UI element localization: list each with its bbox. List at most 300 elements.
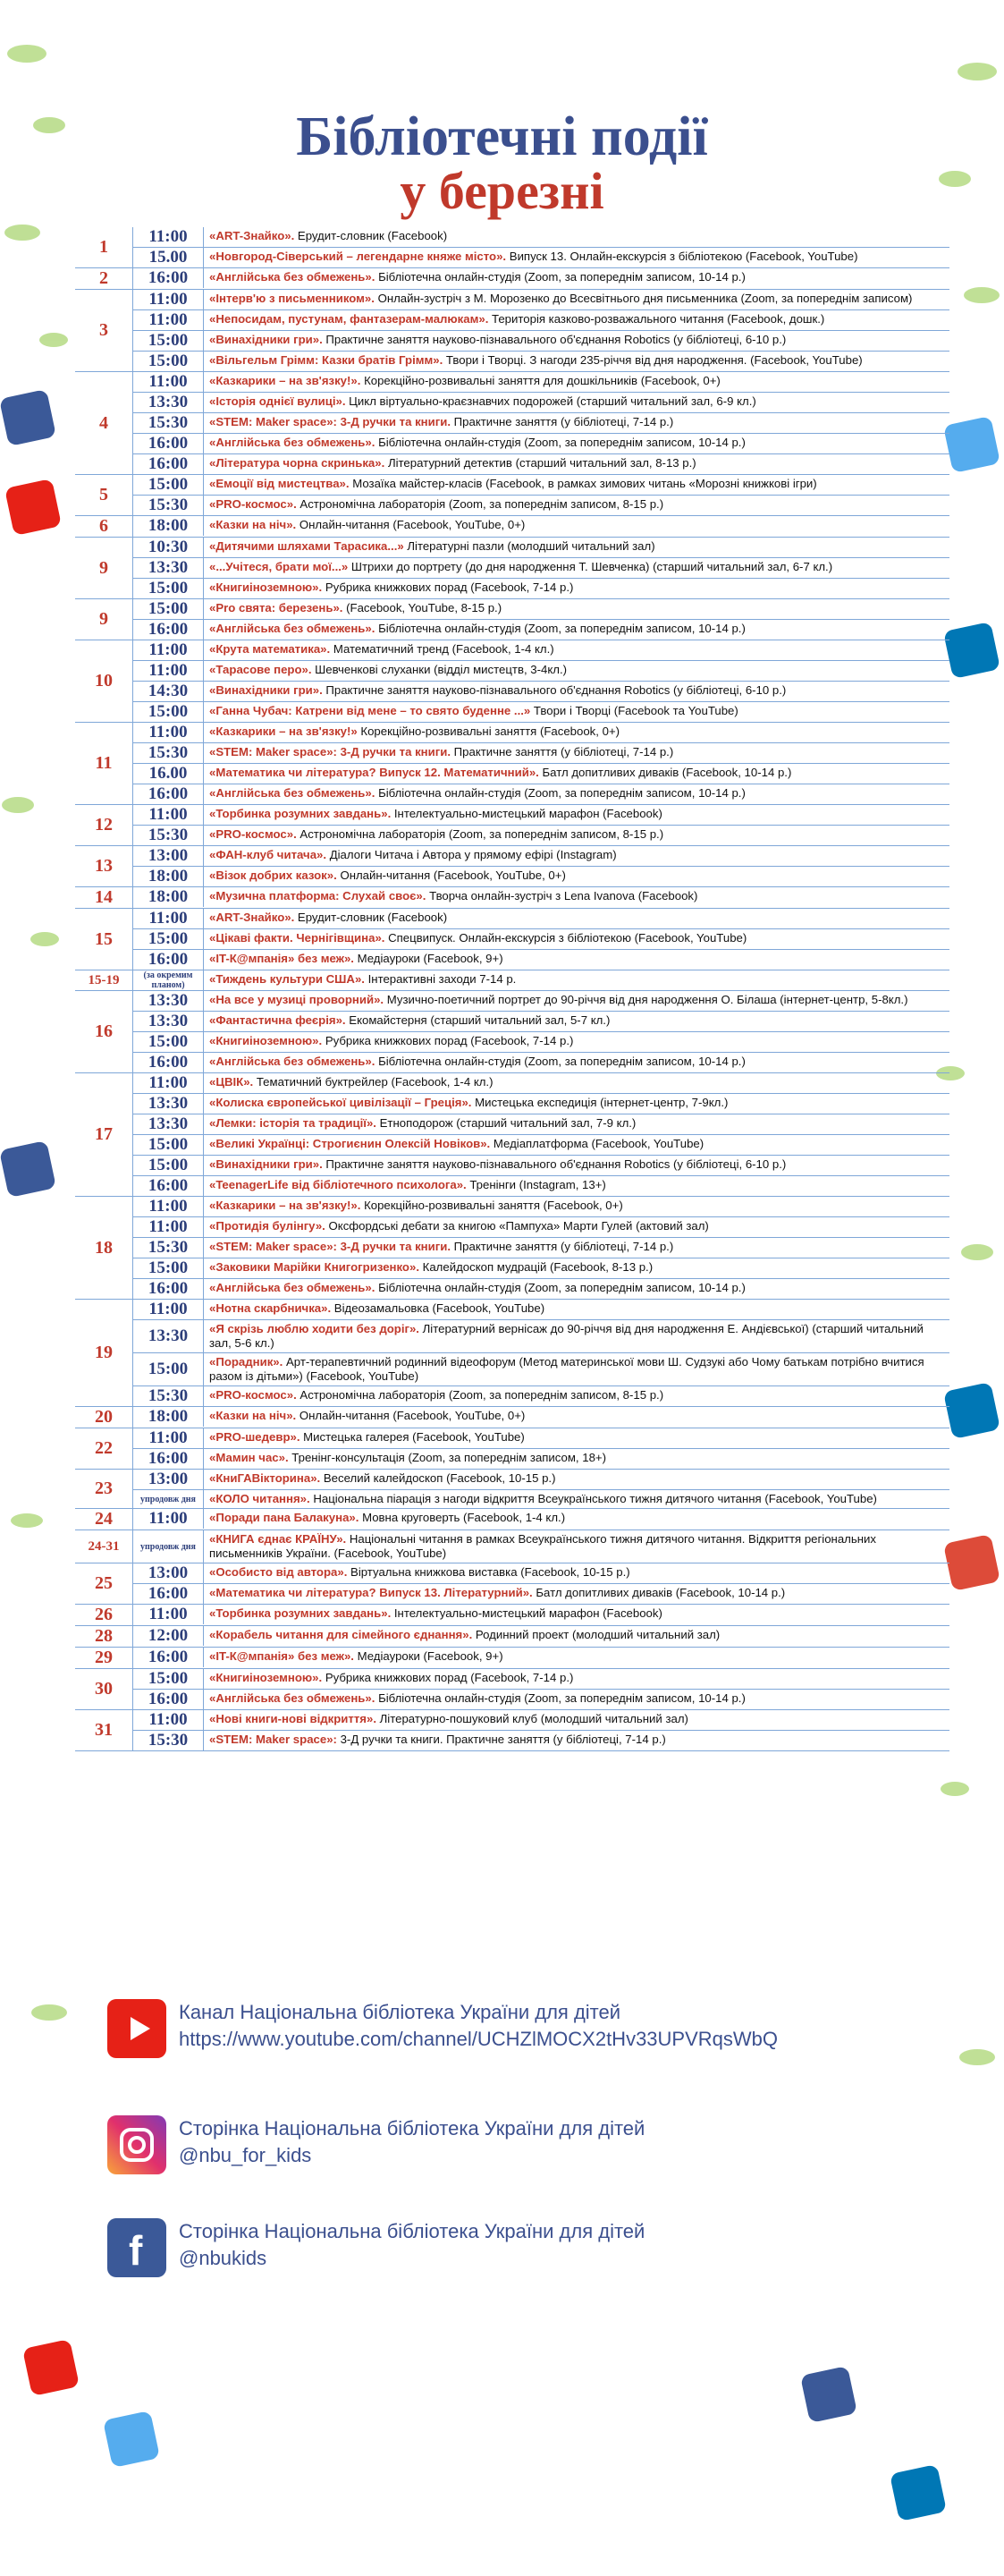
- day-number: 2: [75, 268, 133, 289]
- event-details: Національна піарація з нагоди відкриття Всеукраїнського тижня дитячого читання (Facebook, YouTube): [309, 1492, 877, 1505]
- event-description: [204, 764, 949, 784]
- event-details: Медіауроки (Facebook, 9+): [353, 1649, 503, 1663]
- event-slot: [133, 1449, 949, 1469]
- decor-social-icon: [890, 2464, 947, 2521]
- event-description: [204, 1135, 949, 1155]
- event-details: Калейдоскоп мудрацій (Facebook, 8-13 р.): [419, 1260, 654, 1274]
- event-details: Літературні пазли (молодший читальний зал): [403, 539, 655, 553]
- event-details: (Facebook, YouTube, 8-15 р.): [342, 601, 502, 614]
- event-slot: [133, 1490, 949, 1508]
- event-title: «Англійська без обмежень».: [209, 622, 375, 635]
- event-description: [204, 393, 949, 412]
- event-description: [204, 1094, 949, 1114]
- schedule-day-row: [75, 723, 949, 805]
- event-title: «...Учітеся, брати мої...»: [209, 560, 349, 573]
- decor-social-icon: [943, 622, 1000, 679]
- event-title: «Візок добрих казок».: [209, 869, 337, 882]
- event-details: Літературно-пошуковий клуб (молодший читальний зал): [375, 1712, 688, 1725]
- event-description: [204, 268, 949, 288]
- event-description: [204, 1156, 949, 1175]
- event-title: «Порадник».: [209, 1355, 283, 1368]
- event-description: [204, 496, 949, 515]
- event-details: Національні читання в рамках Всеукраїнського тижня дитячого читання. Відкриття регіональних письменників України. (Facebook, YouTube): [209, 1532, 876, 1560]
- schedule-day-row: [75, 475, 949, 516]
- event-details: Штрихи до портрету (до дня народження Т. Шевченка) (старший читальний зал, 6-7 кл.): [348, 560, 833, 573]
- event-title: «Англійська без обмежень».: [209, 1691, 375, 1705]
- event-time: 15:30: [133, 413, 204, 433]
- event-title: «Ганна Чубач: Катрени від мене – то свято буденне ...»: [209, 704, 531, 717]
- event-time: 13:30: [133, 558, 204, 578]
- event-details: Літературний вернісаж до 90-річчя від дня народження Е. Андієвської) (старший читальний зал, 5-6 кл.): [209, 1322, 924, 1350]
- schedule-day-row: [75, 1648, 949, 1669]
- event-description: [204, 1300, 949, 1319]
- decor-social-icon: [4, 479, 62, 536]
- event-description: [204, 620, 949, 640]
- events-schedule: [75, 227, 949, 1751]
- schedule-day-row: [75, 887, 949, 909]
- event-slot: [133, 1114, 949, 1135]
- event-details: Мистецька експедиція (інтернет-центр, 7-9кл.): [471, 1096, 729, 1109]
- event-slot: [133, 826, 949, 845]
- day-number: 20: [75, 1407, 133, 1428]
- event-details: Онлайн-читання (Facebook, YouTube, 0+): [296, 518, 526, 531]
- event-time: 11:00: [133, 1428, 204, 1448]
- event-slot: [133, 227, 949, 248]
- event-title: «Цікаві факти. Чернігівщина».: [209, 931, 385, 945]
- event-title: «Непосидам, пустунам, фантазерам-малюкам».: [209, 312, 489, 326]
- instagram-handle[interactable]: @nbu_for_kids: [179, 2144, 312, 2166]
- day-number: 15: [75, 909, 133, 970]
- event-time: 16:00: [133, 1176, 204, 1196]
- event-details: Відеозамальовка (Facebook, YouTube): [331, 1301, 545, 1315]
- event-details: 3-Д ручки та книги. Практичне заняття (у бібліотеці, 7-14 р.): [336, 1733, 666, 1746]
- event-slot: [133, 1428, 949, 1449]
- event-title: «Історія однієї вулиці».: [209, 394, 346, 408]
- event-time: 15.00: [133, 248, 204, 267]
- event-time: 15:00: [133, 599, 204, 619]
- event-slot: [133, 1731, 949, 1750]
- event-time: 13:00: [133, 1563, 204, 1583]
- day-number: 28: [75, 1626, 133, 1647]
- event-title: «Казки на ніч».: [209, 518, 297, 531]
- event-title: «Книгиіноземною».: [209, 1034, 323, 1047]
- event-description: [204, 1428, 949, 1448]
- event-time: 15:00: [133, 579, 204, 598]
- event-time: 11:00: [133, 1217, 204, 1237]
- facebook-link[interactable]: [107, 2218, 645, 2277]
- event-time: 12:00: [133, 1626, 204, 1646]
- event-description: [204, 661, 949, 681]
- event-title: «IT-К@мпанія» без меж».: [209, 1649, 354, 1663]
- event-slot: [133, 1197, 949, 1217]
- event-slot: [133, 1176, 949, 1196]
- event-time: 15:00: [133, 702, 204, 722]
- event-slot: [133, 991, 949, 1012]
- event-time: 18:00: [133, 1407, 204, 1427]
- event-time: 15:00: [133, 1135, 204, 1155]
- schedule-day-row: [75, 1428, 949, 1470]
- svg-text:f: f: [129, 2227, 143, 2274]
- event-description: [204, 1114, 949, 1134]
- event-description: [204, 227, 949, 247]
- event-slot: [133, 1135, 949, 1156]
- event-details: Інтелектуально-мистецький марафон (Facebook): [391, 1606, 662, 1620]
- event-details: Тренінг-консультація (Zoom, за попереднім записом, 18+): [288, 1451, 607, 1464]
- event-time: 15:00: [133, 475, 204, 495]
- event-time: 15:30: [133, 496, 204, 515]
- event-title: «Англійська без обмежень».: [209, 1055, 375, 1068]
- event-title: «STEM: Maker space»: 3-Д ручки та книги.: [209, 1240, 451, 1253]
- event-title: «Поради пана Балакуна».: [209, 1511, 359, 1524]
- day-number: 5: [75, 475, 133, 515]
- event-time: 16:00: [133, 1279, 204, 1299]
- event-details: Випуск 13. Онлайн-екскурсія з бібліотекою (Facebook, YouTube): [506, 250, 858, 263]
- event-slot: [133, 268, 949, 288]
- event-description: [204, 723, 949, 742]
- event-slot: [133, 1669, 949, 1690]
- event-description: [204, 826, 949, 845]
- day-number: 9: [75, 599, 133, 640]
- event-description: [204, 1648, 949, 1667]
- event-title: «PRO-космос».: [209, 1388, 297, 1402]
- event-description: [204, 248, 949, 267]
- event-slot: [133, 1509, 949, 1529]
- instagram-link[interactable]: [107, 2115, 645, 2174]
- event-description: [204, 475, 949, 495]
- day-number: 23: [75, 1470, 133, 1508]
- event-time: 13:00: [133, 846, 204, 866]
- event-time: 18:00: [133, 867, 204, 886]
- event-details: Твори і Творці (Facebook та YouTube): [530, 704, 738, 717]
- event-time: 11:00: [133, 290, 204, 309]
- event-time: 16:00: [133, 620, 204, 640]
- event-time: 15:00: [133, 1032, 204, 1052]
- event-time: 15:00: [133, 929, 204, 949]
- event-time: 16:00: [133, 454, 204, 474]
- event-description: [204, 1386, 949, 1406]
- schedule-day-row: [75, 516, 949, 538]
- event-title: «Дитячими шляхами Тарасика...»: [209, 539, 404, 553]
- event-slot: [133, 558, 949, 579]
- event-details: Оксфордські дебати за книгою «Пампуха» Марти Гулей (актовий зал): [325, 1219, 709, 1233]
- schedule-day-row: [75, 1073, 949, 1197]
- event-description: [204, 1690, 949, 1709]
- schedule-day-row: [75, 372, 949, 475]
- facebook-handle[interactable]: @nbukids: [179, 2247, 267, 2269]
- event-slot: [133, 352, 949, 371]
- event-description: [204, 1217, 949, 1237]
- event-title: «Торбинка розумних завдань».: [209, 807, 392, 820]
- event-time: 11:00: [133, 1509, 204, 1529]
- event-description: [204, 909, 949, 928]
- schedule-day-row: [75, 1563, 949, 1605]
- event-details: Арт-терапевтичний родинний відеофорум (Метод материнської мови Ш. Судзукі або Чому батькам потрібно вчитися разом із дітьми») (Facebook, YouTube): [209, 1355, 924, 1383]
- event-details: Онлайн-читання (Facebook, YouTube, 0+): [296, 1409, 526, 1422]
- event-slot: [133, 887, 949, 907]
- youtube-url[interactable]: https://www.youtube.com/channel/UCHZlMOCX2tHv33UPVRqsWbQ: [179, 2028, 779, 2050]
- event-description: [204, 805, 949, 825]
- schedule-day-row: [75, 1530, 949, 1563]
- event-time: 15:30: [133, 743, 204, 763]
- event-details: Рубрика книжкових порад (Facebook, 7-14 р.): [322, 580, 574, 594]
- event-title: «Англійська без обмежень».: [209, 270, 375, 284]
- schedule-day-row: [75, 538, 949, 599]
- event-description: [204, 970, 949, 990]
- schedule-day-row: [75, 846, 949, 887]
- event-time: 15:30: [133, 1238, 204, 1258]
- schedule-day-row: [75, 1470, 949, 1509]
- event-title: «ART-Знайко».: [209, 229, 295, 242]
- event-description: [204, 1669, 949, 1689]
- event-details: Медіаплатформа (Facebook, YouTube): [490, 1137, 704, 1150]
- event-details: Астрономічна лабораторія (Zoom, за попереднім записом, 8-15 р.): [296, 497, 664, 511]
- event-details: Практичне заняття науково-пізнавального об'єднання Robotics (у бібліотеці, 6-10 р.): [322, 683, 787, 697]
- event-time: 18:00: [133, 887, 204, 907]
- event-details: Веселий калейдоскоп (Facebook, 10-15 р.): [320, 1471, 556, 1485]
- event-description: [204, 1353, 949, 1385]
- event-title: «Книгиіноземною».: [209, 1671, 323, 1684]
- event-title: «Особисто від автора».: [209, 1565, 348, 1579]
- event-details: Територія казково-розважального читання (Facebook, дошк.): [488, 312, 825, 326]
- event-description: [204, 1073, 949, 1093]
- event-time: 13:30: [133, 393, 204, 412]
- event-description: [204, 1470, 949, 1489]
- event-details: Інтелектуально-мистецький марафон (Facebook): [391, 807, 662, 820]
- event-time: 13:00: [133, 1470, 204, 1489]
- event-description: [204, 413, 949, 433]
- day-number: 29: [75, 1648, 133, 1668]
- day-number: 19: [75, 1300, 133, 1406]
- schedule-day-row: [75, 1197, 949, 1300]
- event-details: Ерудит-словник (Facebook): [294, 911, 448, 924]
- event-slot: [133, 1300, 949, 1320]
- event-description: [204, 682, 949, 701]
- event-details: Медіауроки (Facebook, 9+): [353, 952, 503, 965]
- schedule-day-row: [75, 599, 949, 640]
- day-number: 18: [75, 1197, 133, 1299]
- day-number: 4: [75, 372, 133, 474]
- event-slot: [133, 1563, 949, 1584]
- event-slot: [133, 682, 949, 702]
- event-description: [204, 1053, 949, 1072]
- event-time: упродовж дня: [133, 1530, 204, 1563]
- event-slot: [133, 516, 949, 536]
- event-time: 11:00: [133, 909, 204, 928]
- event-slot: [133, 909, 949, 929]
- event-description: [204, 372, 949, 392]
- event-details: Практичне заняття (у бібліотеці, 7-14 р.): [451, 745, 674, 758]
- day-number: 3: [75, 290, 133, 371]
- day-number: 26: [75, 1605, 133, 1625]
- day-number: 13: [75, 846, 133, 886]
- event-time: 15:00: [133, 352, 204, 371]
- schedule-day-row: [75, 268, 949, 290]
- event-details: Бібліотечна онлайн-студія (Zoom, за попереднім записом, 10-14 р.): [375, 1281, 746, 1294]
- event-description: [204, 331, 949, 351]
- event-details: Онлайн-читання (Facebook, YouTube, 0+): [336, 869, 566, 882]
- event-description: [204, 743, 949, 763]
- event-description: [204, 1490, 949, 1508]
- event-time: 15:00: [133, 1669, 204, 1689]
- event-title: «Лемки: історія та традиції».: [209, 1116, 376, 1130]
- event-details: Літературний детектив (старший читальний зал, 8-13 р.): [384, 456, 696, 470]
- event-title: «PRO-космос».: [209, 827, 297, 841]
- event-title: «Винахідники гри».: [209, 683, 323, 697]
- event-slot: [133, 1386, 949, 1406]
- event-description: [204, 516, 949, 536]
- event-slot: [133, 1217, 949, 1238]
- event-title: «IT-К@мпанія» без меж».: [209, 952, 354, 965]
- event-description: [204, 538, 949, 557]
- event-time: 15:30: [133, 826, 204, 845]
- decor-social-icon: [103, 2411, 160, 2468]
- day-number: 11: [75, 723, 133, 804]
- event-description: [204, 640, 949, 660]
- event-details: Бібліотечна онлайн-студія (Zoom, за попереднім записом, 10-14 р.): [375, 1055, 746, 1068]
- event-slot: [133, 1238, 949, 1258]
- event-time: 14:30: [133, 682, 204, 701]
- event-title: «Заковики Марійки Книгогризенко».: [209, 1260, 419, 1274]
- event-slot: [133, 1012, 949, 1032]
- event-details: Батл допитливих диваків (Facebook, 10-14 р.): [538, 766, 792, 779]
- event-description: [204, 290, 949, 309]
- event-time: (за окремим планом): [133, 970, 204, 990]
- event-slot: [133, 1530, 949, 1563]
- event-title: «PRO-космос».: [209, 497, 297, 511]
- event-time: 16:00: [133, 1449, 204, 1469]
- decor-social-icon: [0, 389, 56, 446]
- event-slot: [133, 1626, 949, 1646]
- event-slot: [133, 640, 949, 661]
- event-time: 10:30: [133, 538, 204, 557]
- event-title: «КниГАВікторина».: [209, 1471, 321, 1485]
- event-description: [204, 1032, 949, 1052]
- event-title: «Великі Українці: Строгиєнин Олексій Новіков».: [209, 1137, 491, 1150]
- event-title: «Винахідники гри».: [209, 333, 323, 346]
- event-slot: [133, 434, 949, 454]
- event-details: Бібліотечна онлайн-студія (Zoom, за попереднім записом, 10-14 р.): [375, 786, 746, 800]
- schedule-day-row: [75, 1669, 949, 1710]
- event-slot: [133, 784, 949, 804]
- event-slot: [133, 1073, 949, 1094]
- event-description: [204, 887, 949, 907]
- event-time: 11:00: [133, 310, 204, 330]
- event-description: [204, 579, 949, 598]
- day-number: 6: [75, 516, 133, 537]
- event-title: «Тиждень культури США».: [209, 972, 365, 986]
- event-details: Цикл віртуально-краєзнавчих подорожей (старший читальний зал, 6-9 кл.): [345, 394, 756, 408]
- event-description: [204, 1012, 949, 1031]
- event-slot: [133, 1605, 949, 1624]
- event-slot: [133, 1258, 949, 1279]
- day-number: 14: [75, 887, 133, 908]
- event-description: [204, 1509, 949, 1529]
- event-time: 15:00: [133, 1258, 204, 1278]
- event-title: «Англійська без обмежень».: [209, 786, 375, 800]
- event-details: Практичне заняття науково-пізнавального об'єднання Robotics (у бібліотеці, 6-10 р.): [322, 1157, 787, 1171]
- event-title: «Математика чи література? Випуск 13. Літературний».: [209, 1586, 533, 1599]
- event-title: «Емоції від мистецтва».: [209, 477, 350, 490]
- event-title: «Новгород-Сіверський – легендарне княже місто».: [209, 250, 507, 263]
- event-description: [204, 1407, 949, 1427]
- schedule-day-row: [75, 991, 949, 1073]
- event-details: Корекційно-розвивальні заняття для дошкільників (Facebook, 0+): [360, 374, 721, 387]
- event-slot: [133, 846, 949, 867]
- event-description: [204, 1258, 949, 1278]
- event-slot: [133, 1648, 949, 1667]
- day-number: 10: [75, 640, 133, 722]
- event-time: 13:30: [133, 1320, 204, 1352]
- event-title: «Казкарики – на зв'язку!».: [209, 1199, 361, 1212]
- event-description: [204, 1584, 949, 1604]
- page-subtitle: у березні: [400, 162, 604, 220]
- event-details: Ерудит-словник (Facebook): [294, 229, 448, 242]
- event-time: 15:00: [133, 1156, 204, 1175]
- event-details: Практичне заняття (у бібліотеці, 7-14 р.): [451, 1240, 674, 1253]
- event-slot: [133, 413, 949, 434]
- event-description: [204, 1279, 949, 1299]
- event-slot: [133, 1156, 949, 1176]
- event-time: 11:00: [133, 1710, 204, 1730]
- event-title: «Фантастична феєрія».: [209, 1013, 346, 1027]
- event-time: 16:00: [133, 268, 204, 288]
- decor-social-icon: [943, 1382, 1000, 1439]
- decor-social-icon: [0, 1140, 56, 1198]
- schedule-day-row: [75, 1509, 949, 1530]
- event-slot: [133, 496, 949, 515]
- event-details: Батл допитливих диваків (Facebook, 10-14 р.): [532, 1586, 786, 1599]
- event-description: [204, 310, 949, 330]
- event-title: «Корабель читання для сімейного єднання».: [209, 1628, 473, 1641]
- schedule-day-row: [75, 1626, 949, 1648]
- schedule-day-row: [75, 805, 949, 846]
- event-slot: [133, 1710, 949, 1731]
- event-details: Бібліотечна онлайн-студія (Zoom, за попереднім записом, 10-14 р.): [375, 270, 746, 284]
- event-time: 11:00: [133, 1605, 204, 1624]
- youtube-link[interactable]: [107, 1999, 778, 2058]
- leaf-border-left: [0, 0, 80, 2576]
- decor-social-icon: [800, 2366, 857, 2423]
- event-description: [204, 702, 949, 722]
- event-slot: [133, 805, 949, 826]
- event-time: 11:00: [133, 372, 204, 392]
- event-details: Мовна круговерть (Facebook, 1-4 кл.): [359, 1511, 566, 1524]
- event-time: 13:30: [133, 1114, 204, 1134]
- event-title: «Крута математика».: [209, 642, 331, 656]
- event-slot: [133, 599, 949, 620]
- event-slot: [133, 248, 949, 267]
- event-title: «КНИГА єднає КРАЇНУ».: [209, 1532, 347, 1546]
- event-title: «Книгиіноземною».: [209, 580, 323, 594]
- event-description: [204, 950, 949, 970]
- day-number: 24-31: [75, 1530, 133, 1563]
- event-time: 15:30: [133, 1386, 204, 1406]
- event-slot: [133, 454, 949, 474]
- event-title: «Інтерв'ю з письменником».: [209, 292, 375, 305]
- event-slot: [133, 867, 949, 886]
- event-time: 16:00: [133, 1690, 204, 1709]
- event-time: упродовж дня: [133, 1490, 204, 1508]
- event-slot: [133, 764, 949, 784]
- event-slot: [133, 723, 949, 743]
- event-title: «PRO-шедевр».: [209, 1430, 300, 1444]
- event-time: 13:30: [133, 1094, 204, 1114]
- event-title: «STEM: Maker space»: 3-Д ручки та книги.: [209, 745, 451, 758]
- event-title: «ЦВІК».: [209, 1075, 254, 1089]
- event-details: Етноподорож (старший читальний зал, 7-9 кл.): [375, 1116, 637, 1130]
- event-title: «Мамин час».: [209, 1451, 289, 1464]
- event-time: 11:00: [133, 640, 204, 660]
